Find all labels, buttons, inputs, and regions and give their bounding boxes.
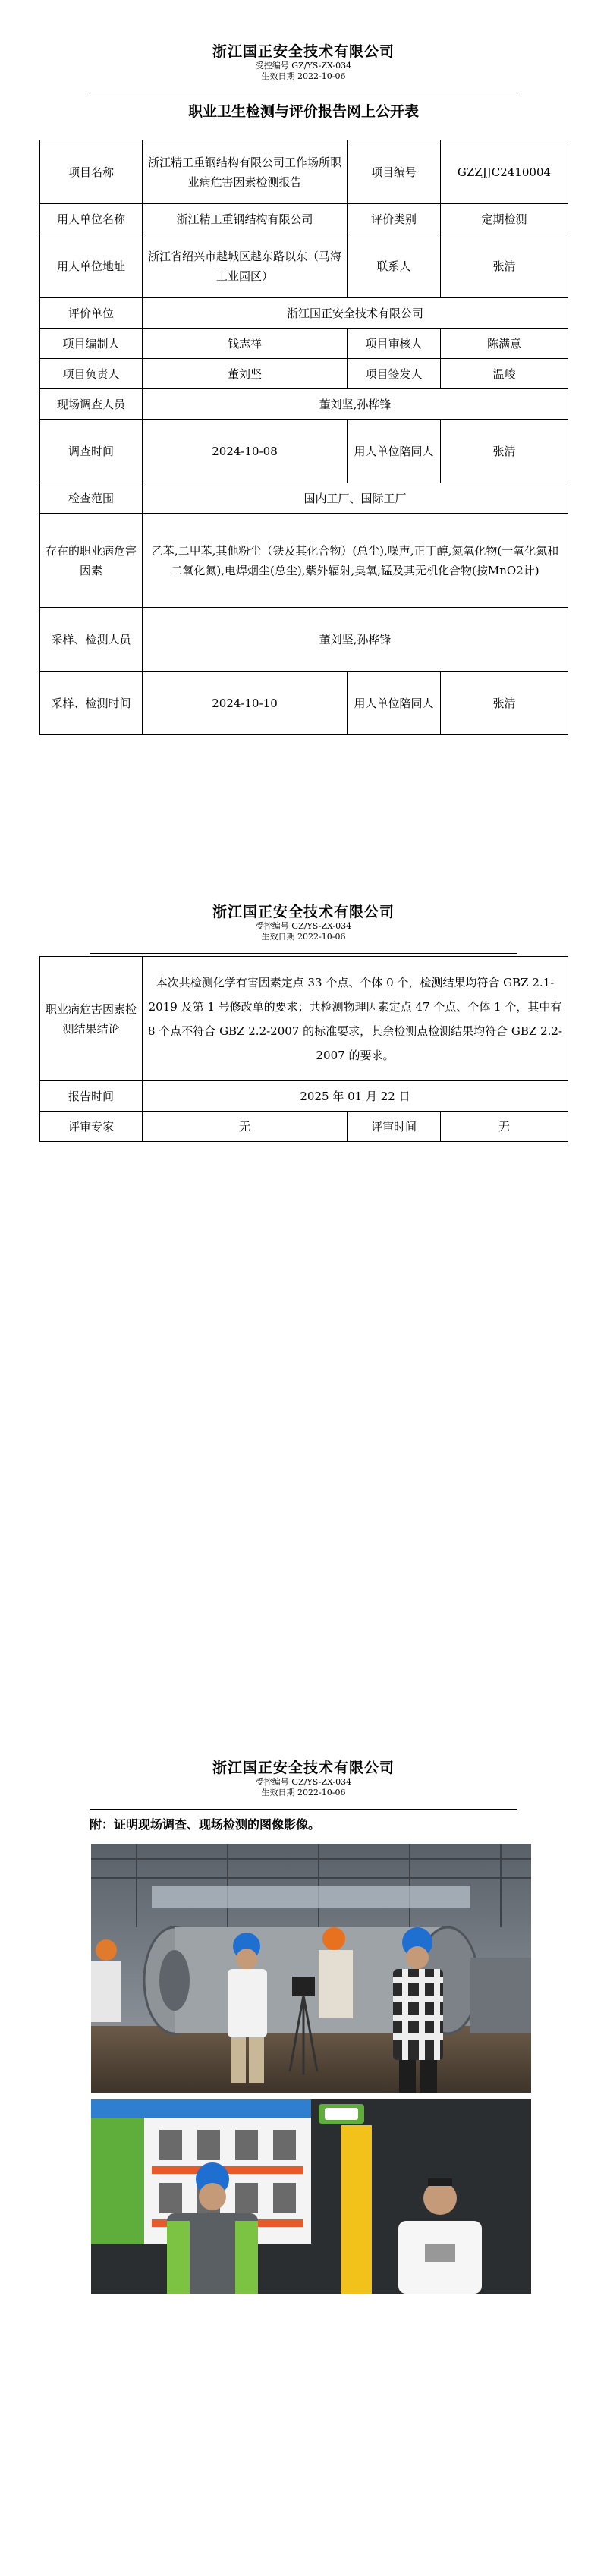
company-name: 浙江国正安全技术有限公司	[212, 904, 395, 920]
address-label: 用人单位地址	[40, 234, 143, 298]
effective-date: 生效日期 2022-10-06	[261, 932, 346, 942]
page3-header	[0, 1759, 607, 1798]
project-name-label: 项目名称	[40, 140, 143, 204]
control-number: 受控编号 GZ/YS-ZX-034	[255, 61, 352, 71]
effective-date: 生效日期 2022-10-06	[261, 71, 346, 81]
expert: 无	[143, 1112, 348, 1142]
project-name: 浙江精工重钢结构有限公司工作场所职业病危害因素检测报告	[143, 140, 348, 204]
address: 浙江省绍兴市越城区越东路以东（马海工业园区）	[143, 234, 348, 298]
samplers: 董刘坚,孙桦锋	[143, 608, 568, 672]
attachment-caption: 附：证明现场调查、现场检测的图像影像。	[90, 1817, 321, 1832]
project-no: GZZJJC2410004	[441, 140, 568, 204]
surveyors: 董刘坚,孙桦锋	[143, 389, 568, 420]
escort2-label: 用人单位陪同人	[348, 672, 441, 735]
hazards: 乙苯,二甲苯,其他粉尘（铁及其化合物）(总尘),噪声,正丁醇,氮氧化物(一氧化氮和二氧化氮),电焊烟尘(总尘),紫外辐射,臭氧,锰及其无机化合物(按MnO2计)	[143, 514, 568, 608]
eval-unit: 浙江国正安全技术有限公司	[143, 298, 568, 329]
samplers-label: 采样、检测人员	[40, 608, 143, 672]
compiler: 钱志祥	[143, 329, 348, 359]
site-photo-signboard-image	[91, 2099, 531, 2294]
result-table	[39, 956, 568, 1142]
project-no-label: 项目编号	[348, 140, 441, 204]
control-number: 受控编号 GZ/YS-ZX-034	[255, 1777, 352, 1787]
eval-unit-label: 评价单位	[40, 298, 143, 329]
contact: 张清	[441, 234, 568, 298]
control-number: 受控编号 GZ/YS-ZX-034	[255, 921, 352, 931]
reviewer: 陈满意	[441, 329, 568, 359]
expert-label: 评审专家	[40, 1112, 143, 1142]
leader: 董刘坚	[143, 359, 348, 389]
hazards-label: 存在的职业病危害因素	[40, 514, 143, 608]
compiler-label: 项目编制人	[40, 329, 143, 359]
report-time-label: 报告时间	[40, 1081, 143, 1112]
issuer: 温峻	[441, 359, 568, 389]
contact-label: 联系人	[348, 234, 441, 298]
escort: 张清	[441, 420, 568, 483]
survey-time-label: 调查时间	[40, 420, 143, 483]
company-name: 浙江国正安全技术有限公司	[212, 43, 395, 60]
report-info-table	[39, 140, 568, 735]
page2-header	[0, 903, 607, 942]
page-title: 职业卫生检测与评价报告网上公开表	[187, 103, 419, 120]
sample-time-label: 采样、检测时间	[40, 672, 143, 735]
scope-label: 检查范围	[40, 483, 143, 514]
sample-time: 2024-10-10	[143, 672, 348, 735]
company-name: 浙江国正安全技术有限公司	[212, 1760, 395, 1776]
employer-label: 用人单位名称	[40, 204, 143, 234]
header-rule	[90, 1809, 517, 1810]
leader-label: 项目负责人	[40, 359, 143, 389]
header-rule	[90, 953, 517, 954]
review-time-label: 评审时间	[348, 1112, 441, 1142]
eval-type: 定期检测	[441, 204, 568, 234]
escort2: 张清	[441, 672, 568, 735]
escort-label: 用人单位陪同人	[348, 420, 441, 483]
review-time: 无	[441, 1112, 568, 1142]
scope: 国内工厂、国际工厂	[143, 483, 568, 514]
site-photo-detection-image	[91, 1844, 531, 2093]
issuer-label: 项目签发人	[348, 359, 441, 389]
employer: 浙江精工重钢结构有限公司	[143, 204, 348, 234]
site-photo-detection	[91, 1844, 531, 2093]
surveyors-label: 现场调查人员	[40, 389, 143, 420]
page1-header	[0, 42, 607, 82]
eval-type-label: 评价类别	[348, 204, 441, 234]
effective-date: 生效日期 2022-10-06	[261, 1788, 346, 1798]
result-label: 职业病危害因素检测结果结论	[40, 957, 143, 1081]
result-text: 本次共检测化学有害因素定点 33 个点、个体 0 个，检测结果均符合 GBZ 2.1-2019 及第 1 号修改单的要求；共检测物理因素定点 47 个点、个体 1 个，其中有 8 个点不符合 GBZ 2.2-2007 的标准要求，其余检测点检测结果均符合 GBZ 2.2-2007 的要求。	[143, 957, 568, 1081]
reviewer-label: 项目审核人	[348, 329, 441, 359]
site-photo-signboard	[91, 2099, 531, 2294]
survey-time: 2024-10-08	[143, 420, 348, 483]
report-time: 2025 年 01 月 22 日	[143, 1081, 568, 1112]
